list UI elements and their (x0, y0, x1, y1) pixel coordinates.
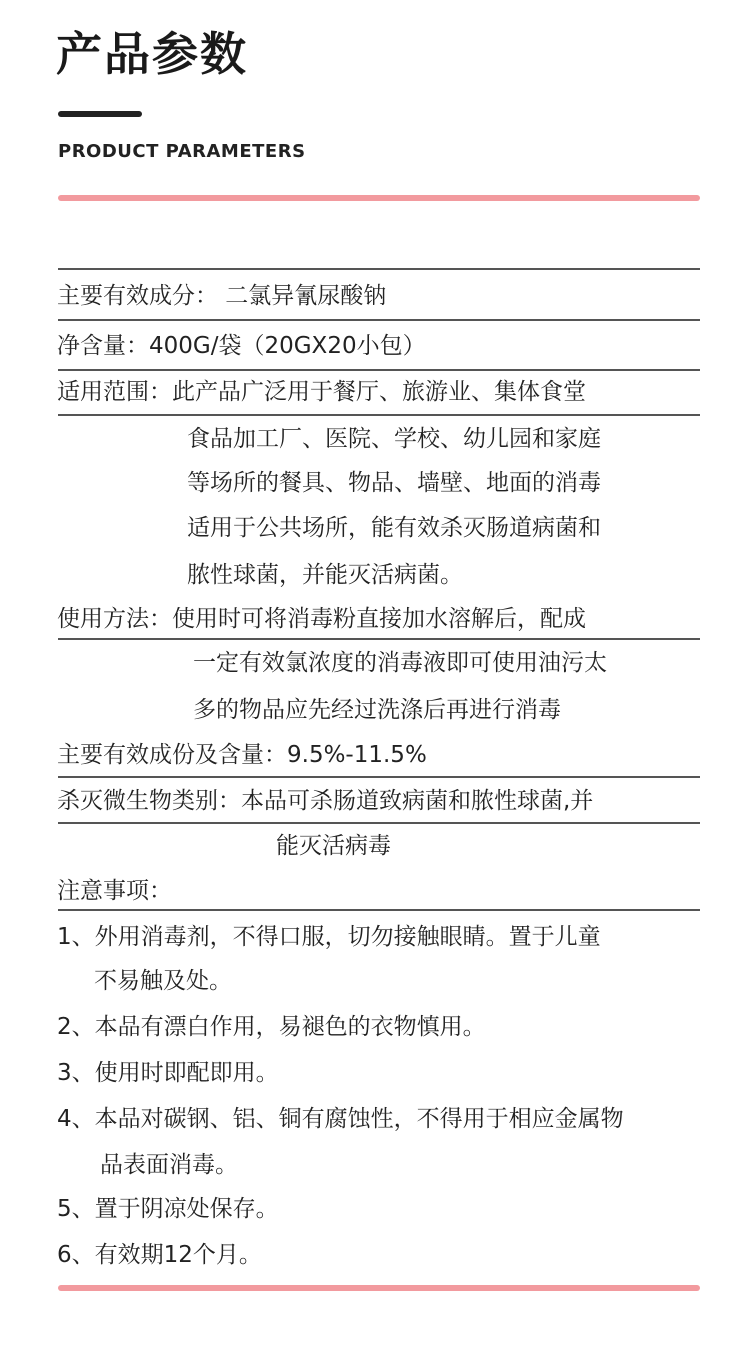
note-item: 4、本品对碳钢、铝、铜有腐蚀性，不得用于相应金属物 (57, 1106, 624, 1132)
notes-title: 注意事项： (57, 878, 172, 904)
divider (58, 776, 700, 778)
param-content: 主要有效成份及含量：9.5%-11.5% (57, 742, 427, 768)
top-accent-divider (58, 195, 700, 201)
divider (58, 369, 700, 371)
divider (58, 909, 700, 911)
param-ingredient: 主要有效成分： 二氯异氰尿酸钠 (57, 283, 387, 309)
divider (58, 319, 700, 321)
note-item: 2、本品有漂白作用，易褪色的衣物慎用。 (57, 1014, 486, 1040)
param-microbes-label-line: 杀灭微生物类别：本品可杀肠道致病菌和脓性球菌,并 (57, 788, 594, 814)
param-usage-line: 一定有效氯浓度的消毒液即可使用油污太 (193, 650, 607, 676)
param-net-content: 净含量：400G/袋（20GX20小包） (57, 333, 426, 359)
bottom-accent-divider (58, 1285, 700, 1291)
param-scope-line: 脓性球菌，并能灭活病菌。 (187, 562, 463, 588)
param-scope-label-line: 适用范围：此产品广泛用于餐厅、旅游业、集体食堂 (57, 379, 586, 405)
note-item: 5、置于阴凉处保存。 (57, 1196, 279, 1222)
title-underline (58, 111, 142, 117)
param-usage-line: 多的物品应先经过洗涤后再进行消毒 (193, 697, 561, 723)
divider (58, 414, 700, 416)
note-item: 6、有效期12个月。 (57, 1242, 262, 1268)
note-item-continuation: 品表面消毒。 (100, 1152, 238, 1178)
note-item: 1、外用消毒剂，不得口服，切勿接触眼睛。置于儿童 (57, 924, 601, 950)
note-item: 3、使用时即配即用。 (57, 1060, 279, 1086)
divider (58, 268, 700, 270)
param-usage-label-line: 使用方法：使用时可将消毒粉直接加水溶解后，配成 (57, 606, 586, 632)
divider (58, 638, 700, 640)
param-scope-line: 等场所的餐具、物品、墙壁、地面的消毒 (187, 470, 601, 496)
note-item-continuation: 不易触及处。 (94, 968, 232, 994)
page-title: 产品参数 (56, 27, 248, 81)
param-scope-line: 适用于公共场所，能有效杀灭肠道病菌和 (187, 515, 601, 541)
param-microbes-line: 能灭活病毒 (276, 833, 391, 859)
divider (58, 822, 700, 824)
page-subtitle: PRODUCT PARAMETERS (58, 141, 306, 162)
param-scope-line: 食品加工厂、医院、学校、幼儿园和家庭 (187, 426, 601, 452)
